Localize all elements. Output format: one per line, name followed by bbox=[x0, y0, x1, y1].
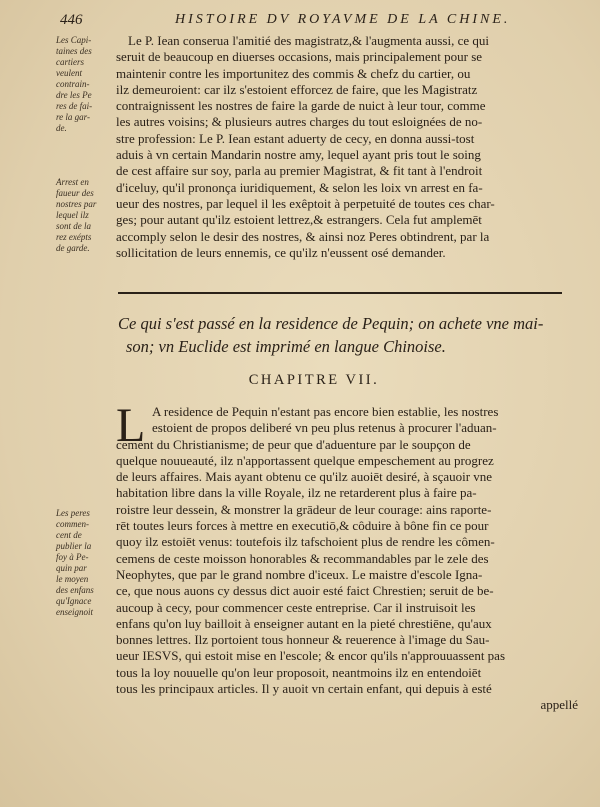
chapter-heading-text: CHAPITRE VII. bbox=[248, 372, 380, 388]
margin-note-line: quin par bbox=[56, 563, 87, 573]
text-line: de cest affaire sur soy, parla au premier Magistrat, & fit tant à l'endroit bbox=[116, 163, 483, 179]
text-line: roistre leur dessein, & monstrer la grādeur de leur courage: ains raporte- bbox=[116, 501, 492, 517]
text-line: maintenir contre les importunitez des commis & chefz du cartier, ou bbox=[116, 65, 471, 81]
text-line: accomply selon le desir des nostres, & ainsi noz Peres obtindrent, par la bbox=[116, 228, 490, 244]
text-line: d'iceluy, qu'il prononça iuridiquement, & selon les loix vn arrest en fa- bbox=[116, 179, 483, 195]
section-title-line: Ce qui s'est passé en la residence de Pequin; on achete vne mai- bbox=[118, 314, 544, 333]
margin-note-line: le moyen bbox=[56, 574, 89, 584]
margin-note-line: cartiers bbox=[56, 57, 84, 67]
text-line: aduis à vn certain Mandarin nostre amy, lequel ayant pris tout le soing bbox=[116, 147, 481, 163]
margin-note-line: lequel ilz bbox=[56, 210, 89, 220]
chapter-heading bbox=[0, 372, 600, 389]
text-line: Neophytes, que par le grand nombre d'iceux. Le maistre d'escole Igna- bbox=[116, 566, 483, 582]
margin-note-line: veulent bbox=[56, 68, 82, 78]
margin-note-captains bbox=[56, 35, 114, 134]
margin-note-line: qu'Ignace bbox=[56, 596, 92, 606]
text-line: stre profession: Le P. Iean estant aduerty de cecy, en donna aussi-tost bbox=[116, 130, 475, 146]
text-line: estoient de propos deliberé vn peu plus retenus à procurer l'aduan- bbox=[152, 420, 497, 436]
text-line: A residence de Pequin n'estant pas encore bien establie, les nostres bbox=[152, 404, 499, 419]
text-line: quelque nouueauté, ilz n'apportassent quelque empeschement au progrez bbox=[116, 452, 494, 468]
section-title bbox=[118, 312, 588, 358]
catchword: appellé bbox=[540, 697, 578, 713]
section-title-line: son; vn Euclide est imprimé en langue Chinoise. bbox=[126, 337, 446, 356]
margin-note-line: commen- bbox=[56, 519, 89, 529]
margin-note-line: foy à Pe- bbox=[56, 552, 89, 562]
text-line: cemens de ceste moisson honorables & recommandables par le zele des bbox=[116, 550, 489, 566]
text-line: enfans qu'on luy bailloit à enseigner autant en la pieté chrestiēne, qu'aux bbox=[116, 615, 492, 631]
text-line: quoy ilz estoiēt venus: toutefois ilz tafschoient plus de rendre les cômen- bbox=[116, 534, 495, 550]
text-line: tous les principaux articles. Il y auoit vn certain enfant, qui depuis à esté bbox=[116, 681, 492, 697]
margin-note-line: de garde. bbox=[56, 243, 90, 253]
margin-note-line: sont de la bbox=[56, 221, 91, 231]
page-number: 446 bbox=[60, 12, 83, 28]
margin-note-line: faueur des bbox=[56, 188, 94, 198]
margin-note-line: cent de bbox=[56, 530, 82, 540]
drop-cap: L bbox=[116, 399, 146, 452]
text-line: ilz demeuroient: car ilz s'estoient efforcez de faire, que les Magistratz bbox=[116, 81, 478, 97]
margin-note-line: taines des bbox=[56, 46, 92, 56]
text-line: habitation libre dans la ville Royale, ilz ne retarderent plus à faire pa- bbox=[116, 485, 477, 501]
margin-note-fathers bbox=[56, 508, 114, 618]
text-line: cement du Christianisme; de peur que d'aduenture par le soupçon de bbox=[116, 436, 471, 452]
margin-note-line: Arrest en bbox=[56, 177, 89, 187]
text-line: ueur des nostres, par lequel il les exêptoit à perpetuité de toutes ces char- bbox=[116, 195, 495, 211]
text-line: sollicitation de leurs ennemis, ce qu'ilz n'eussent osé demander. bbox=[116, 244, 446, 260]
margin-note-line: Les Capi- bbox=[56, 35, 92, 45]
text-line: ce, que nous auons cy dessus dict auoir esté faict Chrestien; seruit de be- bbox=[116, 583, 494, 599]
margin-note-line: dre les Pe bbox=[56, 90, 92, 100]
margin-note-line: nostres par bbox=[56, 199, 97, 209]
text-line: tous la loy nouuelle qu'on leur proposoit, neantmoins ilz en entendoiēt bbox=[116, 664, 482, 680]
margin-note-line: de. bbox=[56, 123, 67, 133]
text-line: rēt toutes leurs forces à mettre en executiō,& côduire à bône fin ce pour bbox=[116, 518, 489, 534]
text-line: Le P. Iean conserua l'amitié des magistratz,& l'augmenta aussi, ce qui bbox=[128, 33, 489, 48]
margin-note-line: Les peres bbox=[56, 508, 90, 518]
paragraph-2 bbox=[116, 399, 584, 714]
margin-note-line: des enfans bbox=[56, 585, 94, 595]
margin-note-line: rez exépts bbox=[56, 232, 92, 242]
text-line: aucoup à cecy, pour commencer ceste entreprise. Car il instruisoit les bbox=[116, 599, 476, 615]
section-divider bbox=[118, 292, 562, 294]
margin-note-line: contrain- bbox=[56, 79, 90, 89]
text-line: contraignissent les nostres de faire la garde de nuict à leur tour, comme bbox=[116, 98, 486, 114]
running-title: HISTOIRE DV ROYAVME DE LA CHINE. bbox=[175, 12, 511, 27]
text-line: ges; pour autant qu'ilz estoient lettrez,& estrangers. Cela fut amplemēt bbox=[116, 212, 482, 228]
margin-note-decree bbox=[56, 177, 114, 254]
text-line: seruit de beaucoup en diuerses occasions, mais principalement pour se bbox=[116, 49, 483, 65]
margin-note-line: re la gar- bbox=[56, 112, 90, 122]
text-line: ueur IESVS, qui estoit mise en l'escole; & encor qu'ils n'approuuassent pas bbox=[116, 648, 506, 664]
text-line: les autres voisins; & plusieurs autres charges du tout esloignées de no- bbox=[116, 114, 483, 130]
text-line: de leurs affaires. Mais ayant obtenu ce qu'ilz auoiēt desiré, à sçauoir vne bbox=[116, 469, 493, 485]
margin-note-line: enseignoit bbox=[56, 607, 93, 617]
text-line: bonnes lettres. Ilz portoient tous honneur & reuerence à l'image du Sau- bbox=[116, 632, 490, 648]
margin-note-line: publier la bbox=[56, 541, 92, 551]
page-header bbox=[0, 10, 600, 32]
paragraph-1 bbox=[116, 33, 584, 261]
margin-note-line: res de fai- bbox=[56, 101, 93, 111]
